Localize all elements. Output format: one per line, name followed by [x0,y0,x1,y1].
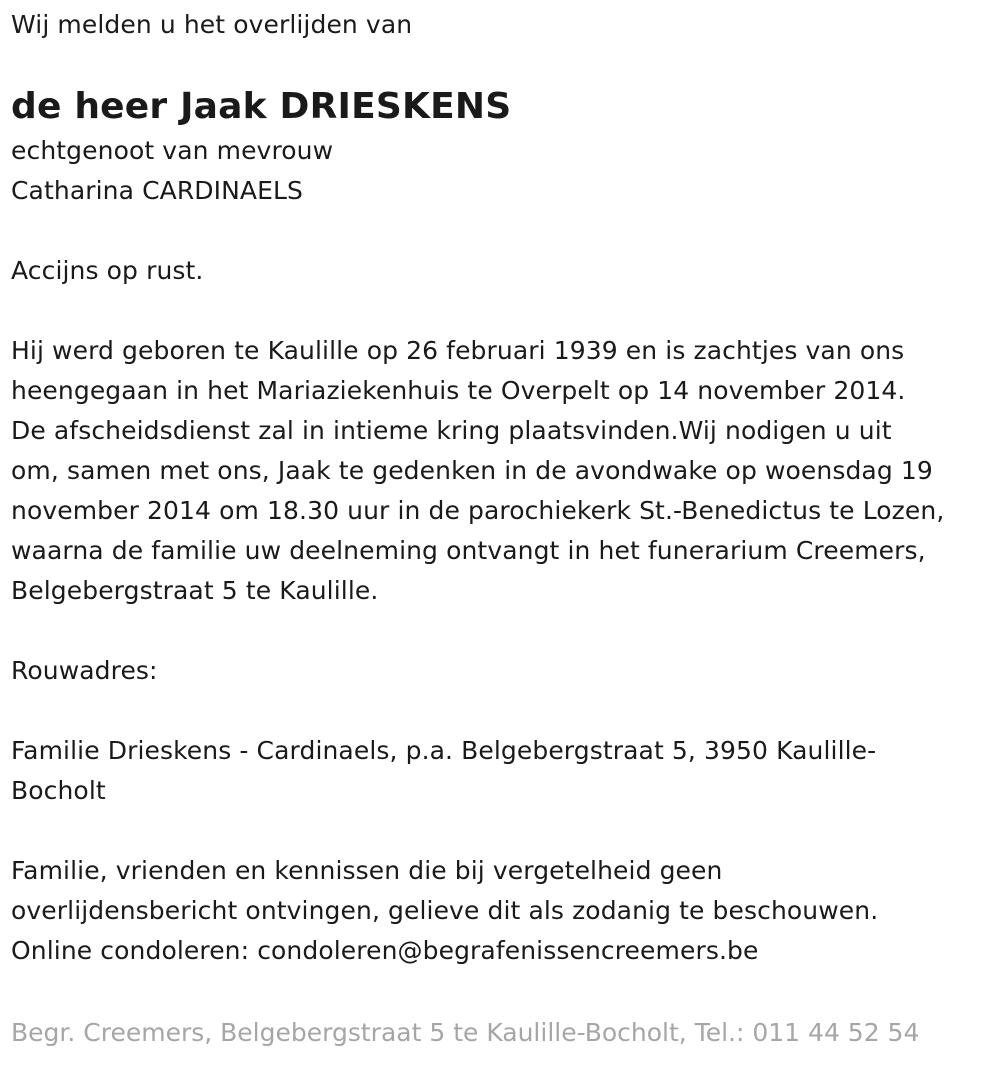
spacer [11,691,996,731]
body-line: november 2014 om 18.30 uur in de parochiekerk St.-Benedictus te Lozen, [11,496,945,525]
online-condolence-label: Online condoleren: [11,936,258,965]
occupation-text: Accijns op rust. [11,256,204,285]
spouse-line-1: echtgenoot van mevrouw [11,136,334,165]
body-line: om, samen met ons, Jaak te gedenken in de avondwake op woensdag 19 [11,456,933,485]
address-label: Rouwadres: [11,656,158,685]
body-line: heengegaan in het Mariaziekenhuis te Overpelt op 14 november 2014. [11,376,906,405]
spacer [11,611,996,651]
body-line: De afscheidsdienst zal in intieme kring plaatsvinden.Wij nodigen u uit [11,416,892,445]
closing-line: overlijdensbericht ontvingen, gelieve dit als zodanig te beschouwen. [11,896,879,925]
body-line: Belgebergstraat 5 te Kaulille. [11,576,379,605]
spacer [11,811,996,851]
deceased-name: de heer Jaak DRIESKENS [11,86,512,127]
death-notice [11,0,996,971]
spacer [11,211,996,251]
spouse-line-2: Catharina CARDINAELS [11,176,304,205]
online-condolence [11,931,996,971]
address-line: Bocholt [11,776,106,805]
body-line: waarna de familie uw deelneming ontvangt in het funerarium Creemers, [11,536,926,565]
intro-text: Wij melden u het overlijden van [11,10,413,39]
funeral-home-footer: Begr. Creemers, Belgebergstraat 5 te Kaulille-Bocholt, Tel.: 011 44 52 54 [11,1018,920,1047]
spacer [11,291,996,331]
body-line: Hij werd geboren te Kaulille op 26 februari 1939 en is zachtjes van ons [11,336,905,365]
address-line: Familie Drieskens - Cardinaels, p.a. Belgebergstraat 5, 3950 Kaulille- [11,736,877,765]
condolence-email: condoleren@begrafenissencreemers.be [257,936,759,965]
closing-line: Familie, vrienden en kennissen die bij vergetelheid geen [11,856,723,885]
